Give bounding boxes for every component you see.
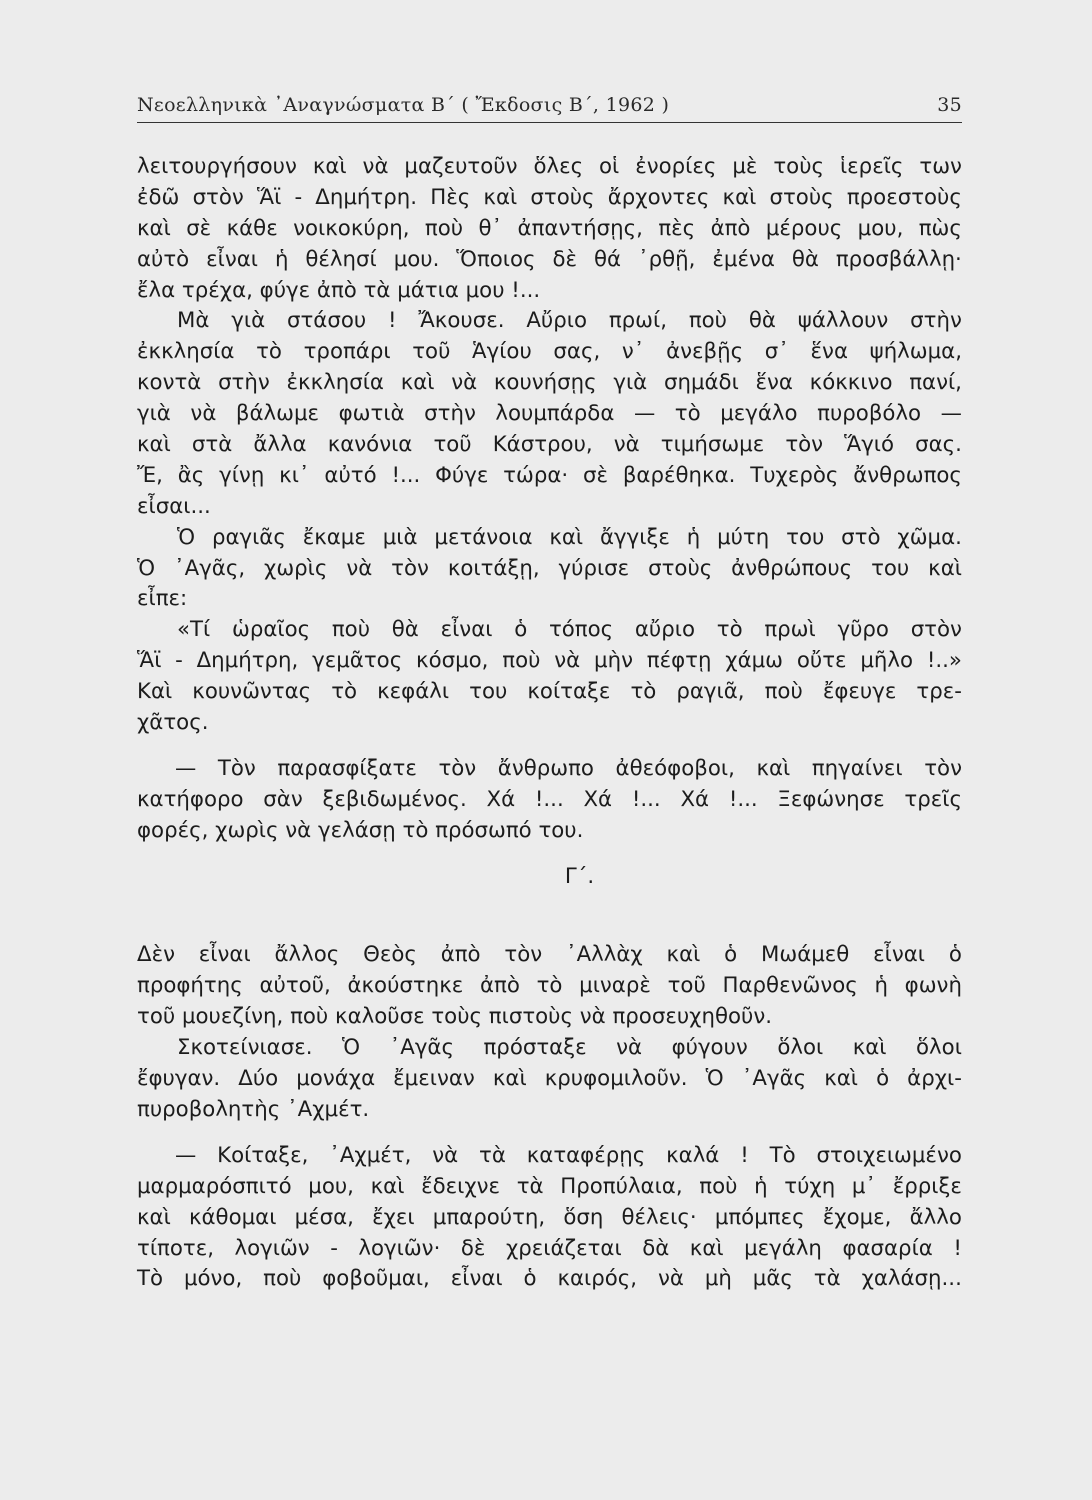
paragraph-5 (137, 754, 962, 847)
text-line: Σκοτείνιασε. Ὁ ᾿Αγᾶς πρόσταξε νὰ φύγουν ὅλοι καὶ ὅλοι (177, 1035, 962, 1061)
text-line: φορές, χωρὶς νὰ γελάσῃ τὸ πρόσωπό του. (137, 817, 584, 843)
text-line: λειτουργήσουν καὶ νὰ μαζευτοῦν ὅλες οἱ ἐνορίες μὲ τοὺς ἱερεῖς των (137, 154, 962, 179)
text-line: ἔφυγαν. Δύο μονάχα ἔμειναν καὶ κρυφομιλοῦν. Ὁ ᾿Αγᾶς καὶ ὁ ἀρχι- (137, 1066, 962, 1092)
paragraph-7 (137, 1033, 962, 1126)
paragraph-8 (137, 1141, 962, 1295)
running-header (137, 92, 962, 123)
text-line: εἶπε: (137, 586, 188, 612)
text-line: Καὶ κουνῶντας τὸ κεφάλι του κοίταξε τὸ ραγιᾶ, ποὺ ἔφευγε τρε- (137, 679, 962, 705)
spacer (137, 847, 962, 862)
spacer (137, 739, 962, 754)
text-line: ἐδῶ στὸν Ἅϊ - Δημήτρη. Πὲς καὶ στοὺς ἄρχοντες καὶ στοὺς προεστοὺς (137, 184, 962, 210)
text-line: καὶ κάθομαι μέσα, ἔχει μπαρούτη, ὅση θέλεις· μπόμπες ἔχομε, ἄλλο (137, 1204, 962, 1230)
text-line: γιὰ νὰ βάλωμε φωτιὰ στὴν λουμπάρδα — τὸ μεγάλο πυροβόλο — (137, 401, 962, 427)
text-line: ἔλα τρέχα, φύγε ἀπὸ τὰ μάτια μου !... (137, 277, 541, 303)
paragraph-3 (137, 523, 962, 616)
text-line: κοντὰ στὴν ἐκκλησία καὶ νὰ κουνήσῃς γιὰ σημάδι ἕνα κόκκινο πανί, (137, 370, 962, 396)
paragraph-6 (137, 940, 962, 1033)
paragraph-4 (137, 615, 962, 739)
text-line: «Τί ὡραῖος ποὺ θὰ εἶναι ὁ τόπος αὔριο τὸ πρωὶ γῦρο στὸν (177, 617, 962, 643)
text-line: — Κοίταξε, ᾿Αχμέτ, νὰ τὰ καταφέρῃς καλά ! Τὸ στοιχειωμένο (175, 1142, 962, 1168)
text-line: μαρμαρόσπιτό μου, καὶ ἔδειχνε τὰ Προπύλαια, ποὺ ἡ τύχη μ᾿ ἔρριξε (137, 1173, 962, 1199)
text-line: Ὁ ᾿Αγᾶς, χωρὶς νὰ τὸν κοιτάξῃ, γύρισε στοὺς ἀνθρώπους του καὶ (137, 555, 962, 581)
body-text (137, 152, 962, 1295)
text-line: τοῦ μουεζίνη, ποὺ καλοῦσε τοὺς πιστοὺς νὰ προσευχηθοῦν. (137, 1004, 773, 1030)
paragraph-2 (137, 306, 962, 522)
text-line: χᾶτος. (137, 710, 209, 736)
spacer (137, 1126, 962, 1141)
text-line: Ἅϊ - Δημήτρη, γεμᾶτος κόσμο, ποὺ νὰ μὴν πέφτῃ χάμω οὔτε μῆλο !..» (137, 648, 962, 674)
text-line: πυροβολητὴς ᾿Αχμέτ. (137, 1096, 370, 1122)
text-line: Τὸ μόνο, ποὺ φοβοῦμαι, εἶναι ὁ καιρός, νὰ μὴ μᾶς τὰ χαλάσῃ... (137, 1266, 962, 1292)
text-line: Ἔ, ἂς γίνῃ κι᾿ αὐτό !... Φύγε τώρα· σὲ βαρέθηκα. Τυχερὸς ἄνθρωπος (137, 462, 962, 488)
text-line: Μὰ γιὰ στάσου ! Ἄκουσε. Αὔριο πρωί, ποὺ θὰ ψάλλουν στὴν (177, 308, 962, 334)
text-line: κατήφορο σὰν ξεβιδωμένος. Χά !... Χά !... Χά !... Ξεφώνησε τρεῖς (137, 786, 962, 812)
section-heading: Γ΄. (564, 863, 595, 889)
text-line: ἐκκλησία τὸ τροπάρι τοῦ Ἁγίου σας, ν᾿ ἀνεβῇς σ᾿ ἕνα ψήλωμα, (137, 339, 962, 365)
header-title: Νεοελληνικὰ ᾿Αναγνώσματα Β΄ ( Ἔκδοσις Β΄, 1962 ) (137, 94, 670, 116)
text-line: προφήτης αὐτοῦ, ἀκούστηκε ἀπὸ τὸ μιναρὲ τοῦ Παρθενῶνος ἡ φωνὴ (137, 973, 962, 999)
text-line: εἶσαι... (137, 493, 211, 519)
page-number: 35 (937, 94, 962, 116)
text-line: καὶ στὰ ἄλλα κανόνια τοῦ Κάστρου, νὰ τιμήσωμε τὸν Ἅγιό σας. (137, 432, 962, 458)
text-line: Ὁ ραγιᾶς ἔκαμε μιὰ μετάνοια καὶ ἄγγιξε ἡ μύτη του στὸ χῶμα. (177, 524, 962, 550)
spacer (137, 892, 962, 940)
text-line: τίποτε, λογιῶν - λογιῶν· δὲ χρειάζεται δὰ καὶ μεγάλη φασαρία ! (137, 1235, 962, 1261)
text-line: — Τὸν παρασφίξατε τὸν ἄνθρωπο ἀθεόφοβοι, καὶ πηγαίνει τὸν (175, 755, 962, 781)
text-line: καὶ σὲ κάθε νοικοκύρη, ποὺ θ᾿ ἀπαντήσῃς, πὲς ἀπὸ μέρους μου, πὼς (137, 215, 962, 241)
text-line: αὐτὸ εἶναι ἡ θέλησί μου. Ὅποιος δὲ θά ᾿ρθῇ, ἐμένα θὰ προσβάλλῃ· (137, 246, 962, 272)
paragraph-1 (137, 152, 962, 306)
text-line: Δὲν εἶναι ἄλλος Θεὸς ἀπὸ τὸν ᾿Αλλὰχ καὶ ὁ Μωάμεθ εἶναι ὁ (137, 942, 962, 968)
